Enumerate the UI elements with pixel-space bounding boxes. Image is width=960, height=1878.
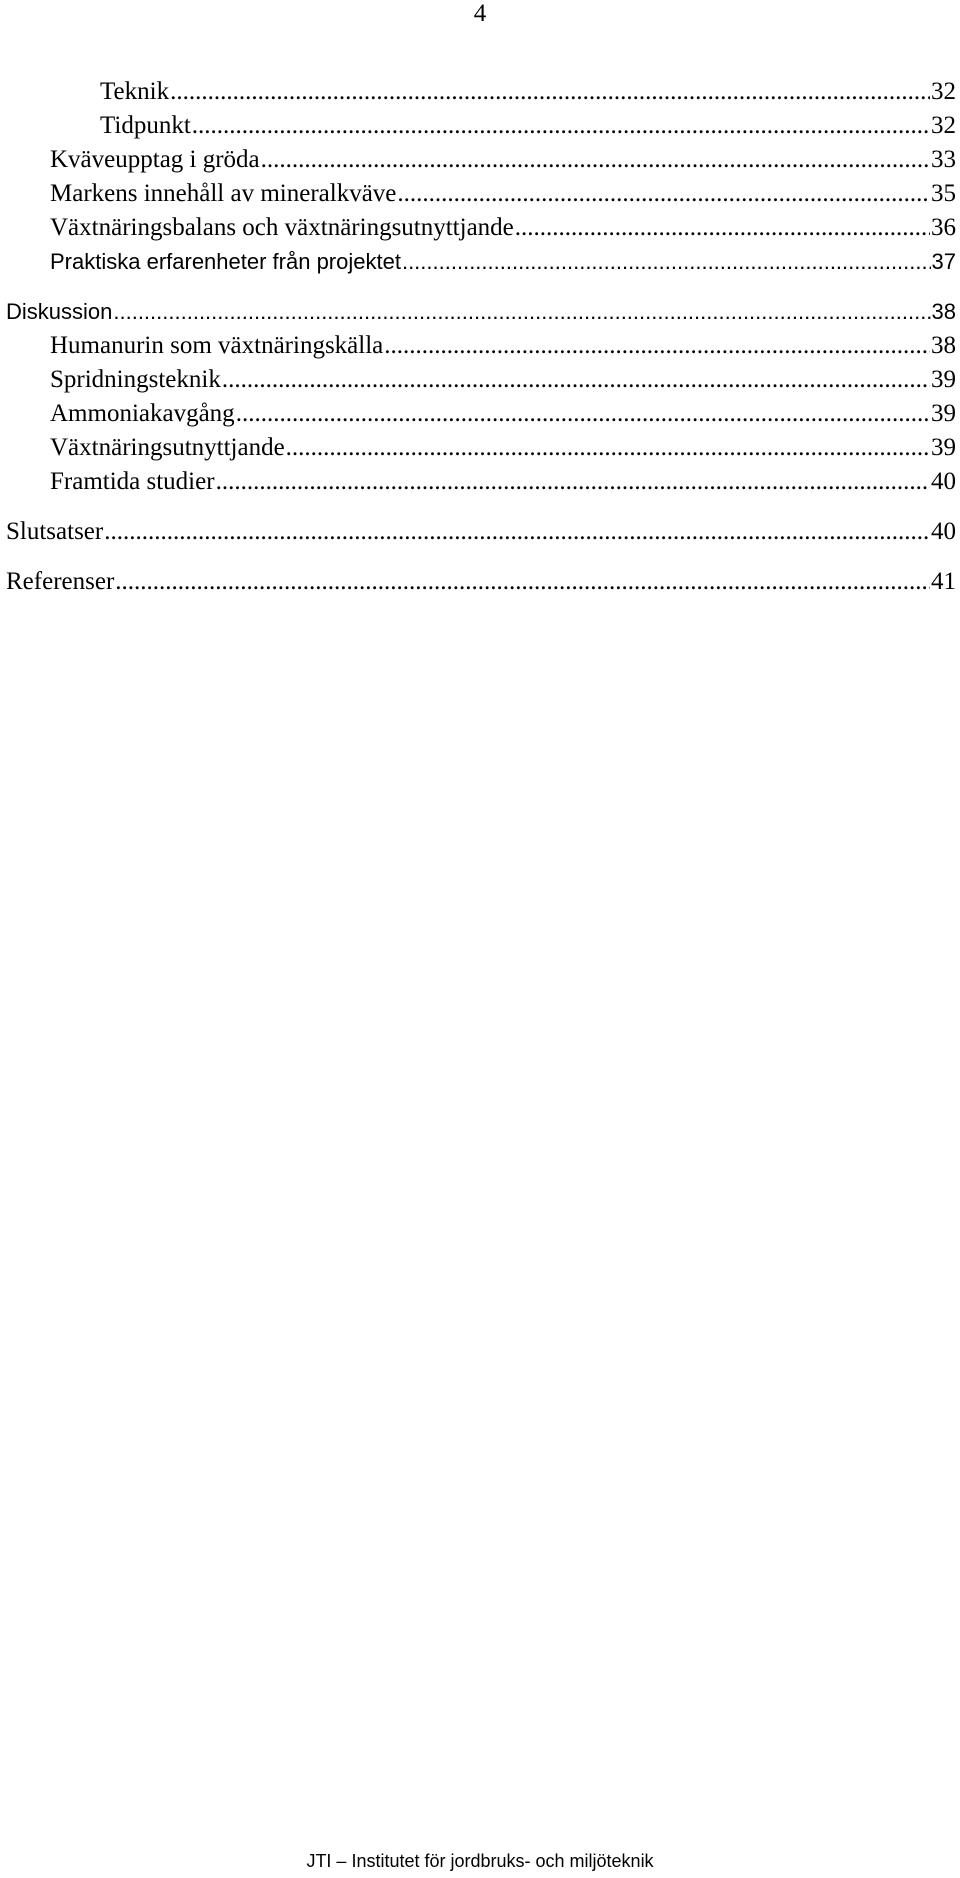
toc-dot-leader — [515, 212, 930, 244]
toc-dot-leader — [236, 398, 930, 430]
page-footer: JTI – Institutet för jordbruks- och miljöteknik — [306, 1851, 654, 1871]
toc-dot-leader — [261, 144, 930, 176]
toc-entry-page: 41 — [931, 568, 956, 595]
toc-entry-spridningsteknik[interactable] — [6, 364, 956, 396]
toc-entry-title: Spridningsteknik — [50, 366, 221, 393]
toc-dot-leader — [286, 432, 930, 464]
page-number: 4 — [473, 0, 487, 27]
toc-entry-markens-innehall[interactable] — [6, 178, 956, 210]
toc-dot-leader — [402, 246, 931, 278]
toc-entry-title: Växtnäringsbalans och växtnäringsutnyttjande — [50, 214, 514, 241]
toc-dot-leader — [216, 466, 930, 498]
toc-entry-page: 38 — [931, 332, 956, 359]
toc-dot-leader — [397, 178, 930, 210]
toc-entry-page: 39 — [931, 434, 956, 461]
toc-entry-page: 40 — [931, 468, 956, 495]
toc-entry-praktiska-erfarenheter[interactable] — [6, 246, 956, 278]
toc-entry-title: Referenser — [6, 568, 115, 595]
toc-dot-leader — [113, 296, 930, 328]
toc-entry-slutsatser[interactable] — [6, 516, 956, 548]
toc-entry-title: Humanurin som växtnäringskälla — [50, 332, 384, 359]
toc-dot-leader — [170, 76, 930, 108]
toc-dot-leader — [115, 566, 930, 598]
toc-entry-page: 37 — [931, 249, 956, 274]
toc-entry-vaxtnaringsutnyttjande[interactable] — [6, 432, 956, 464]
toc-entry-diskussion[interactable] — [6, 296, 956, 328]
toc-entry-title: Slutsatser — [6, 518, 104, 545]
toc-entry-page: 32 — [931, 112, 956, 139]
toc-entry-page: 39 — [931, 366, 956, 393]
toc-dot-leader — [384, 330, 930, 362]
toc-entry-title: Praktiska erfarenheter från projektet — [50, 249, 401, 274]
toc-entry-ammoniakavgang[interactable] — [6, 398, 956, 430]
toc-entry-tidpunkt[interactable] — [6, 110, 956, 142]
toc-entry-page: 32 — [931, 78, 956, 105]
toc-entry-referenser[interactable] — [6, 566, 956, 598]
toc-entry-vaxtnaringsbalans[interactable] — [6, 212, 956, 244]
toc-entry-title: Framtida studier — [50, 468, 215, 495]
toc-dot-leader — [104, 516, 930, 548]
toc-entry-title: Teknik — [100, 78, 170, 105]
toc-entry-title: Växtnäringsutnyttjande — [50, 434, 285, 461]
toc-entry-page: 38 — [931, 299, 956, 324]
toc-entry-framtida-studier[interactable] — [6, 466, 956, 498]
toc-entry-page: 36 — [931, 214, 956, 241]
toc-entry-title: Markens innehåll av mineralkväve — [50, 180, 397, 207]
toc-entry-page: 35 — [931, 180, 956, 207]
toc-entry-page: 33 — [931, 146, 956, 173]
toc-entry-title: Kväveupptag i gröda — [50, 146, 260, 173]
toc-entry-page: 39 — [931, 400, 956, 427]
toc-entry-title: Diskussion — [6, 299, 113, 324]
toc-entry-teknik[interactable] — [6, 76, 956, 108]
toc-entry-kvaveupptag[interactable] — [6, 144, 956, 176]
toc-dot-leader — [222, 364, 930, 396]
toc-entry-humanurin[interactable] — [6, 330, 956, 362]
toc-entry-title: Tidpunkt — [100, 112, 191, 139]
toc-dot-leader — [192, 110, 930, 142]
toc-entry-page: 40 — [931, 518, 956, 545]
toc-entry-title: Ammoniakavgång — [50, 400, 235, 427]
